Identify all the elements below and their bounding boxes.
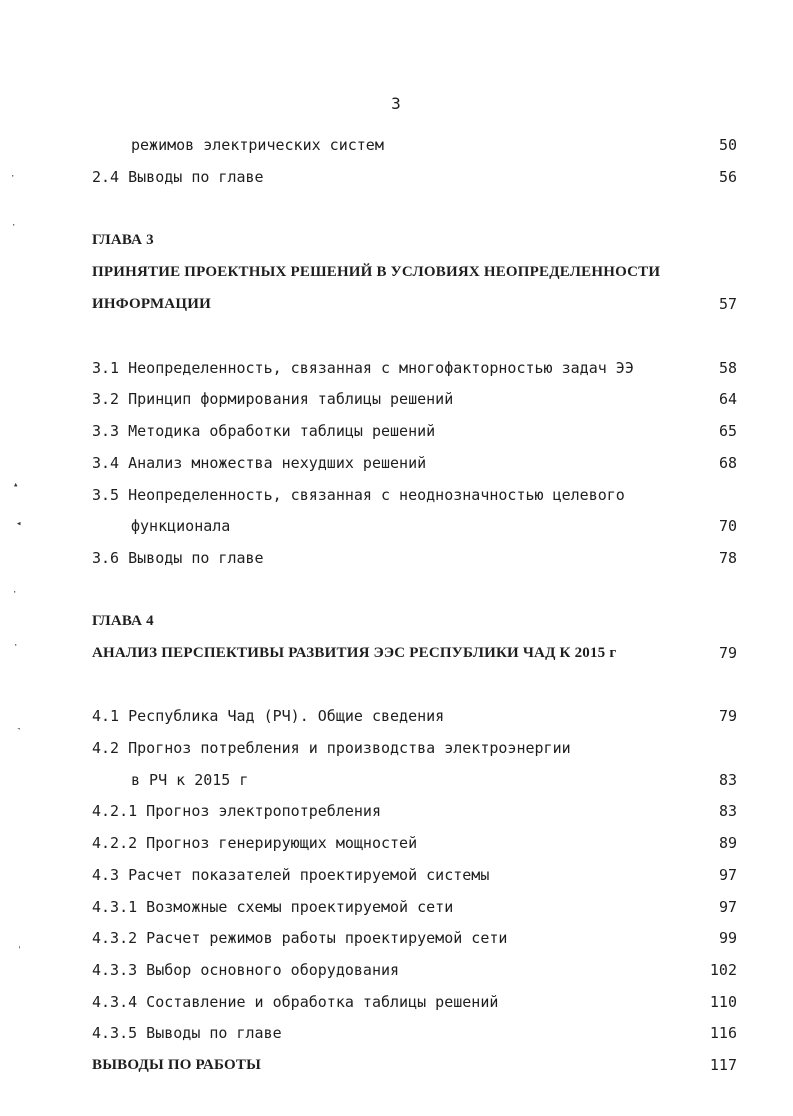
toc-text: ГЛАВА 3 [92, 232, 154, 248]
scan-speck: · [13, 641, 19, 651]
toc-page: 83 [718, 771, 737, 789]
conclusions-heading [0, 1054, 793, 1076]
toc-text: АНАЛИЗ ПЕРСПЕКТИВЫ РАЗВИТИЯ ЭЭС РЕСПУБЛИКИ ЧАД К 2015 г [92, 645, 617, 661]
toc-line [0, 134, 793, 156]
toc-line [0, 769, 793, 791]
scan-speck: ˌ [17, 940, 23, 950]
toc-line [0, 832, 793, 854]
chapter-heading [0, 229, 793, 251]
toc-line [0, 959, 793, 981]
toc-text: 4.3 Расчет показателей проектируемой системы [92, 866, 490, 884]
scan-speck: · [12, 588, 18, 598]
toc-text: 4.2.1 Прогноз электропотребления [92, 802, 381, 820]
toc-page: 65 [718, 422, 737, 440]
toc-line [0, 864, 793, 886]
toc-line [0, 1022, 793, 1044]
toc-line [0, 705, 793, 727]
toc-page: 117 [709, 1056, 737, 1074]
page-number: 3 [391, 94, 402, 113]
toc-text: 3.1 Неопределенность, связанная с многофакторностью задач ЭЭ [92, 359, 634, 377]
chapter-title [0, 261, 793, 283]
toc-text: 3.6 Выводы по главе [92, 549, 264, 567]
toc-line [0, 388, 793, 410]
toc-text: 4.3.2 Расчет режимов работы проектируемой сети [92, 929, 508, 947]
scan-speck: · [10, 172, 16, 182]
scan-speck: · [11, 221, 17, 231]
toc-page: 99 [718, 929, 737, 947]
scan-speck: ˺ [16, 728, 22, 738]
toc-page: 79 [718, 644, 737, 662]
scan-speck: ◂ [16, 519, 22, 529]
toc-text: режимов электрических систем [131, 136, 384, 154]
toc-page: 78 [718, 549, 737, 567]
toc-line [0, 800, 793, 822]
chapter-heading [0, 610, 793, 632]
toc-page: 97 [718, 866, 737, 884]
toc-page: 68 [718, 454, 737, 472]
toc-text: ВЫВОДЫ ПО РАБОТЫ [92, 1057, 262, 1073]
toc-text: 4.2.2 Прогноз генерирующих мощностей [92, 834, 418, 852]
toc-page: 110 [709, 993, 737, 1011]
toc-line [0, 515, 793, 537]
toc-text: 4.1 Республика Чад (РЧ). Общие сведения [92, 707, 445, 725]
toc-text: ГЛАВА 4 [92, 613, 154, 629]
toc-text: 3.5 Неопределенность, связанная с неоднозначностью целевого [92, 486, 625, 504]
toc-page: 89 [718, 834, 737, 852]
toc-page: 97 [718, 898, 737, 916]
toc-text: 4.3.3 Выбор основного оборудования [92, 961, 400, 979]
toc-line [0, 420, 793, 442]
toc-page: 79 [718, 707, 737, 725]
toc-text: в РЧ к 2015 г [131, 771, 249, 789]
toc-text: 4.2 Прогноз потребления и производства электроэнергии [92, 739, 571, 757]
toc-page: 57 [718, 295, 737, 313]
toc-text: 3.4 Анализ множества нехудших решений [92, 454, 427, 472]
toc-page: 50 [718, 136, 737, 154]
toc-line [0, 484, 793, 506]
toc-text: 4.3.5 Выводы по главе [92, 1024, 282, 1042]
toc-text: 2.4 Выводы по главе [92, 168, 264, 186]
toc-text: функционала [131, 517, 231, 535]
toc-page: 58 [718, 359, 737, 377]
chapter-title [0, 293, 793, 315]
toc-line [0, 737, 793, 759]
toc-text: 3.3 Методика обработки таблицы решений [92, 422, 436, 440]
scan-speck: ▴ [13, 480, 19, 490]
toc-line [0, 166, 793, 188]
toc-line [0, 357, 793, 379]
toc-page: 56 [718, 168, 737, 186]
toc-text: 4.3.4 Составление и обработка таблицы решений [92, 993, 499, 1011]
toc-page: 64 [718, 390, 737, 408]
toc-page: 116 [709, 1024, 737, 1042]
toc-line [0, 547, 793, 569]
toc-line [0, 452, 793, 474]
toc-page: 102 [709, 961, 737, 979]
toc-text: 3.2 Принцип формирования таблицы решений [92, 390, 454, 408]
toc-line [0, 927, 793, 949]
chapter-title [0, 642, 793, 664]
toc-line [0, 896, 793, 918]
toc-line [0, 991, 793, 1013]
toc-text: ПРИНЯТИЕ ПРОЕКТНЫХ РЕШЕНИЙ В УСЛОВИЯХ НЕОПРЕДЕЛЕННОСТИ [92, 264, 661, 280]
toc-page: 70 [718, 517, 737, 535]
toc-page: 83 [718, 802, 737, 820]
toc-text: 4.3.1 Возможные схемы проектируемой сети [92, 898, 454, 916]
toc-text: ИНФОРМАЦИИ [92, 296, 211, 312]
